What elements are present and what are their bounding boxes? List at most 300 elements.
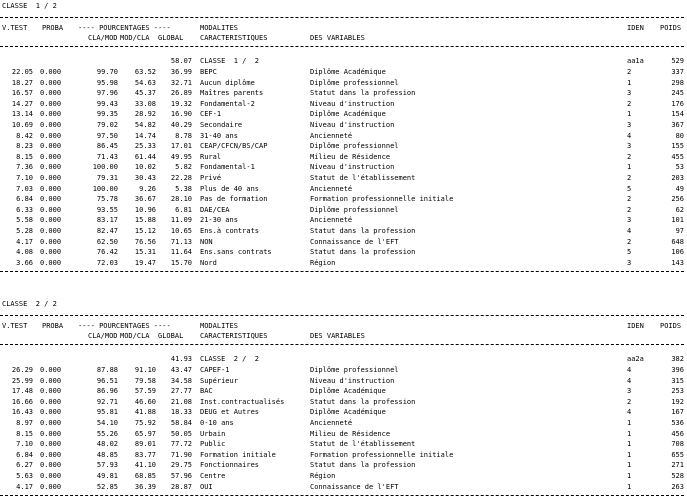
cell-variable: Diplôme professionnel [310,366,399,374]
cell-proba: 0.000 [40,152,62,161]
cell-poids: 528 [671,472,684,480]
cell-clamod: 96.51 [96,376,118,385]
cell-modcla: 57.59 [134,387,156,396]
cell-iden: 4 [627,376,632,385]
cell-iden: 3 [627,216,632,225]
cell-modalite: Centre [200,472,226,480]
cell-proba: 0.000 [40,78,62,87]
cell-poids: 298 [671,78,684,87]
cell-clamod: 99.35 [96,110,118,119]
cell-clamod: 71.43 [96,152,118,161]
cell-iden: 4 [627,131,632,140]
cell-vtest: 5.58 [16,216,33,225]
cell-global: 57.96 [170,472,192,480]
cell-poids: 271 [671,461,684,470]
cell-variable: Connaissance de l'EFT [310,482,399,491]
cell-vtest: 8.97 [16,419,33,427]
header-iden: IDEN [627,24,644,32]
cell-global: 27.77 [170,387,192,396]
cell-iden: 2 [627,99,632,108]
cell-proba: 0.000 [40,376,62,385]
table-row [0,451,687,459]
cell-proba: 0.000 [40,205,62,214]
cell-poids: 53 [675,163,684,172]
cell-vtest: 14.27 [11,99,33,108]
cell-iden: 2 [627,237,632,246]
cell-poids: 396 [671,366,684,374]
cell-vtest: 4.17 [16,237,33,246]
cell-modcla: 33.08 [134,99,156,108]
cell-proba: 0.000 [40,461,62,470]
header-modcla: MOD/CLA [120,34,150,42]
cell-modalite: 31-40 ans [200,131,238,140]
cell-iden: 4 [627,366,632,374]
cell-variable: Diplôme Académique [310,408,386,417]
header-des-variables: DES VARIABLES [310,332,365,340]
section-rule-top [0,315,684,316]
cell-proba: 0.000 [40,237,62,246]
cell-modcla: 15.88 [134,216,156,225]
cell-iden: 1 [627,419,632,427]
table-row [0,408,687,416]
cell-vtest: 3.66 [16,258,33,267]
cell-poids: 176 [671,99,684,108]
table-row [0,387,687,395]
cell-global: 36.99 [170,68,192,76]
cell-iden: 3 [627,121,632,129]
cell-modcla: 25.33 [134,142,156,151]
cell-iden: 3 [627,89,632,98]
cell-vtest: 26.29 [11,366,33,374]
header-vtest: V.TEST [2,24,28,32]
cell-clamod: 57.93 [96,461,118,470]
cell-proba: 0.000 [40,89,62,98]
table-row [0,174,687,182]
cell-global: 40.29 [170,121,192,129]
cell-modalite: Secondaire [200,121,243,129]
cell-global: 28.10 [170,195,192,204]
cell-global: 11.64 [170,248,192,257]
cell-modalite: Privé [200,174,222,182]
cell-clamod: 86.45 [96,142,118,151]
cell-variable: Statut dans la profession [310,397,416,406]
cell-iden: 1 [627,482,632,491]
table-row [0,216,687,224]
class-label: CLASSE 2 / 2 [200,355,260,363]
cell-modcla: 15.31 [134,248,156,257]
cell-modcla: 30.43 [134,174,156,182]
class-poids: 529 [671,57,684,65]
cell-variable: Milieu de Résidence [310,429,391,438]
cell-modalite: BAC [200,387,213,396]
cell-variable: Diplôme professionnel [310,205,399,214]
table-row [0,366,687,374]
header-proba: PROBA [42,24,64,32]
cell-proba: 0.000 [40,142,62,151]
cell-proba: 0.000 [40,163,62,172]
cell-iden: 1 [627,440,632,449]
cell-proba: 0.000 [40,258,62,267]
cell-poids: 192 [671,397,684,406]
cell-modalite: Ens.à contrats [200,227,260,235]
cell-poids: 708 [671,440,684,449]
cell-variable: Statut dans la profession [310,227,416,235]
cell-proba: 0.000 [40,397,62,406]
cell-clamod: 72.03 [96,258,118,267]
cell-clamod: 97.50 [96,131,118,140]
cell-poids: 367 [671,121,684,129]
cell-modalite: Aucun diplôme [200,78,255,87]
cell-vtest: 4.17 [16,482,33,491]
cell-poids: 167 [671,408,684,417]
cell-clamod: 97.96 [96,89,118,98]
table-row [0,238,687,246]
table-row [0,430,687,438]
cell-variable: Région [310,258,336,267]
header-modalites: MODALITES [200,24,238,32]
cell-iden: 2 [627,152,632,161]
cell-clamod: 54.10 [96,419,118,427]
table-row [0,163,687,171]
table-row [0,100,687,108]
cell-modcla: 75.92 [134,419,156,427]
cell-modcla: 79.58 [134,376,156,385]
cell-proba: 0.000 [40,195,62,204]
cell-iden: 3 [627,142,632,151]
cell-modalite: Rural [200,152,222,161]
cell-clamod: 52.85 [96,482,118,491]
cell-vtest: 8.42 [16,131,33,140]
header-percentages: ---- POURCENTAGES ---- [78,322,171,330]
cell-variable: Ancienneté [310,419,353,427]
cell-clamod: 79.02 [96,121,118,129]
cell-global: 22.28 [170,174,192,182]
cell-vtest: 5.28 [16,227,33,235]
header-clamod: CLA/MOD [88,34,118,42]
cell-iden: 2 [627,195,632,204]
cell-proba: 0.000 [40,216,62,225]
cell-global: 29.75 [170,461,192,470]
cell-poids: 101 [671,216,684,225]
cell-variable: Statut dans la profession [310,248,416,257]
cell-variable: Diplôme professionnel [310,78,399,87]
cell-vtest: 7.03 [16,184,33,193]
cell-clamod: 76.42 [96,248,118,257]
cell-proba: 0.000 [40,450,62,459]
cell-iden: 1 [627,461,632,470]
cell-clamod: 83.17 [96,216,118,225]
cell-proba: 0.000 [40,440,62,449]
cell-poids: 256 [671,195,684,204]
cell-vtest: 4.08 [16,248,33,257]
cell-poids: 62 [675,205,684,214]
cell-global: 71.90 [170,450,192,459]
cell-variable: Diplôme Académique [310,68,386,76]
cell-variable: Ancienneté [310,131,353,140]
table-row [0,195,687,203]
header-poids: POIDS [660,322,682,330]
cell-variable: Formation professionnelle initiale [310,195,454,204]
cell-variable: Statut de l'établissement [310,440,416,449]
cell-modalite: Plus de 40 ans [200,184,260,193]
cell-global: 26.89 [170,89,192,98]
cell-modcla: 54.63 [134,78,156,87]
cell-global: 16.90 [170,110,192,119]
table-header-row-2 [0,332,687,340]
table-row [0,206,687,214]
cell-clamod: 95.98 [96,78,118,87]
cell-vtest: 6.33 [16,205,33,214]
cell-clamod: 92.71 [96,397,118,406]
cell-modcla: 14.74 [134,131,156,140]
cell-poids: 245 [671,89,684,98]
cell-modalite: DAE/CEA [200,205,230,214]
header-vtest: V.TEST [2,322,28,330]
cell-modalite: Fondamental-2 [200,99,255,108]
cell-global: 28.87 [170,482,192,491]
cell-iden: 1 [627,429,632,438]
cell-global: 19.32 [170,99,192,108]
cell-vtest: 8.23 [16,142,33,151]
cell-proba: 0.000 [40,429,62,438]
cell-modalite: Formation initiale [200,450,276,459]
class-iden: aa2a [627,355,644,363]
cell-modalite: OUI [200,482,213,491]
cell-variable: Ancienneté [310,216,353,225]
cell-global: 6.81 [175,205,192,214]
cell-modcla: 54.82 [134,121,156,129]
cell-proba: 0.000 [40,387,62,396]
cell-modalite: CAPEF-1 [200,366,230,374]
cell-proba: 0.000 [40,184,62,193]
class-poids: 382 [671,355,684,363]
cell-modalite: Public [200,440,226,449]
class-global: 41.93 [170,355,192,363]
cell-clamod: 93.55 [96,205,118,214]
cell-variable: Diplôme Académique [310,110,386,119]
cell-proba: 0.000 [40,99,62,108]
cell-clamod: 86.96 [96,387,118,396]
cell-modcla: 89.01 [134,440,156,449]
table-row [0,419,687,427]
cell-variable: Niveau d'instruction [310,376,395,385]
cell-variable: Diplôme Académique [310,387,386,396]
cell-clamod: 75.78 [96,195,118,204]
cell-modcla: 63.52 [134,68,156,76]
cell-global: 58.84 [170,419,192,427]
cell-global: 71.13 [170,237,192,246]
cell-modcla: 9.26 [139,184,156,193]
header-modalites: MODALITES [200,322,238,330]
header-global: GLOBAL [158,34,184,42]
cell-vtest: 13.14 [11,110,33,119]
cell-modalite: CEF-1 [200,110,222,119]
table-header-row-2 [0,34,687,42]
table-row [0,142,687,150]
table-row [0,89,687,97]
cell-clamod: 55.26 [96,429,118,438]
class-summary-row [0,355,687,363]
cell-global: 32.71 [170,78,192,87]
cell-modcla: 68.85 [134,472,156,480]
cell-global: 10.65 [170,227,192,235]
section-title-text: CLASSE 1 / 2 [2,2,57,10]
section-title [0,2,687,10]
cell-clamod: 62.50 [96,237,118,246]
cell-poids: 315 [671,376,684,385]
cell-iden: 1 [627,163,632,172]
cell-variable: Région [310,472,336,480]
cell-poids: 155 [671,142,684,151]
cell-vtest: 18.27 [11,78,33,87]
cell-variable: Statut dans la profession [310,89,416,98]
cell-poids: 455 [671,152,684,161]
cell-variable: Ancienneté [310,184,353,193]
cell-global: 49.95 [170,152,192,161]
cell-modalite: Inst.contractualisés [200,397,285,406]
table-row [0,79,687,87]
cell-modcla: 91.10 [134,366,156,374]
cell-modalite: Maîtres parents [200,89,264,98]
cell-poids: 97 [675,227,684,235]
section-rule-bottom [0,495,684,496]
cell-iden: 1 [627,78,632,87]
cell-vtest: 7.36 [16,163,33,172]
cell-iden: 5 [627,184,632,193]
header-caracteristiques: CARACTERISTIQUES [200,34,268,42]
table-row [0,110,687,118]
cell-modcla: 28.92 [134,110,156,119]
cell-proba: 0.000 [40,366,62,374]
cell-variable: Niveau d'instruction [310,121,395,129]
cell-global: 5.82 [175,163,192,172]
cell-iden: 5 [627,248,632,257]
cell-clamod: 48.85 [96,450,118,459]
cell-proba: 0.000 [40,121,62,129]
cell-clamod: 100.00 [92,184,118,193]
cell-proba: 0.000 [40,227,62,235]
cell-proba: 0.000 [40,68,62,76]
cell-vtest: 17.48 [11,387,33,396]
cell-poids: 648 [671,237,684,246]
table-row [0,227,687,235]
cell-variable: Milieu de Résidence [310,152,391,161]
cell-variable: Statut dans la profession [310,461,416,470]
cell-poids: 655 [671,450,684,459]
cell-iden: 2 [627,68,632,76]
cell-iden: 3 [627,387,632,396]
cell-global: 8.78 [175,131,192,140]
table-row [0,185,687,193]
cell-poids: 337 [671,68,684,76]
cell-poids: 263 [671,482,684,491]
cell-modalite: BEPC [200,68,217,76]
cell-vtest: 10.69 [11,121,33,129]
cell-poids: 456 [671,429,684,438]
cell-modalite: 0-10 ans [200,419,234,427]
cell-poids: 253 [671,387,684,396]
cell-modcla: 36.67 [134,195,156,204]
cell-global: 11.09 [170,216,192,225]
cell-iden: 2 [627,397,632,406]
section-rule-header [0,46,684,47]
cell-poids: 154 [671,110,684,119]
cell-vtest: 6.84 [16,450,33,459]
cell-modcla: 10.96 [134,205,156,214]
section-rule-top [0,17,684,18]
cell-iden: 1 [627,472,632,480]
cell-iden: 4 [627,227,632,235]
cell-vtest: 6.84 [16,195,33,204]
cell-proba: 0.000 [40,248,62,257]
cell-modalite: Urbain [200,429,226,438]
cell-modalite: Ens.sans contrats [200,248,272,257]
cell-proba: 0.000 [40,408,62,417]
cell-global: 17.01 [170,142,192,151]
cell-proba: 0.000 [40,482,62,491]
header-clamod: CLA/MOD [88,332,118,340]
header-percentages: ---- POURCENTAGES ---- [78,24,171,32]
header-iden: IDEN [627,322,644,330]
table-row [0,472,687,480]
table-row [0,132,687,140]
section-title-text: CLASSE 2 / 2 [2,300,57,308]
cell-proba: 0.000 [40,131,62,140]
cell-poids: 106 [671,248,684,257]
table-row [0,398,687,406]
cell-clamod: 48.02 [96,440,118,449]
cell-modcla: 41.10 [134,461,156,470]
cell-proba: 0.000 [40,110,62,119]
table-row [0,121,687,129]
table-header-row-1 [0,24,687,32]
cell-vtest: 16.66 [11,397,33,406]
cell-iden: 3 [627,258,632,267]
cell-vtest: 22.05 [11,68,33,76]
cell-proba: 0.000 [40,419,62,427]
class-global: 58.07 [170,57,192,65]
table-row [0,68,687,76]
class-summary-row [0,57,687,65]
cell-vtest: 16.57 [11,89,33,98]
cell-global: 43.47 [170,366,192,374]
cell-poids: 49 [675,184,684,193]
cell-global: 18.33 [170,408,192,417]
cell-global: 5.38 [175,184,192,193]
header-des-variables: DES VARIABLES [310,34,365,42]
cell-modcla: 83.77 [134,450,156,459]
cell-poids: 203 [671,174,684,182]
cell-modcla: 46.60 [134,397,156,406]
cell-clamod: 49.81 [96,472,118,480]
cell-vtest: 8.15 [16,152,33,161]
cell-variable: Statut de l'établissement [310,174,416,182]
table-row [0,377,687,385]
table-row [0,248,687,256]
cell-global: 15.70 [170,258,192,267]
cell-vtest: 7.10 [16,440,33,449]
cell-clamod: 99.70 [96,68,118,76]
table-header-row-1 [0,322,687,330]
cell-modcla: 15.12 [134,227,156,235]
cell-modalite: Supérieur [200,376,238,385]
cell-clamod: 87.88 [96,366,118,374]
cell-modcla: 19.47 [134,258,156,267]
class-label: CLASSE 1 / 2 [200,57,260,65]
cell-clamod: 95.81 [96,408,118,417]
cell-modalite: Pas de formation [200,195,268,204]
cell-global: 21.08 [170,397,192,406]
